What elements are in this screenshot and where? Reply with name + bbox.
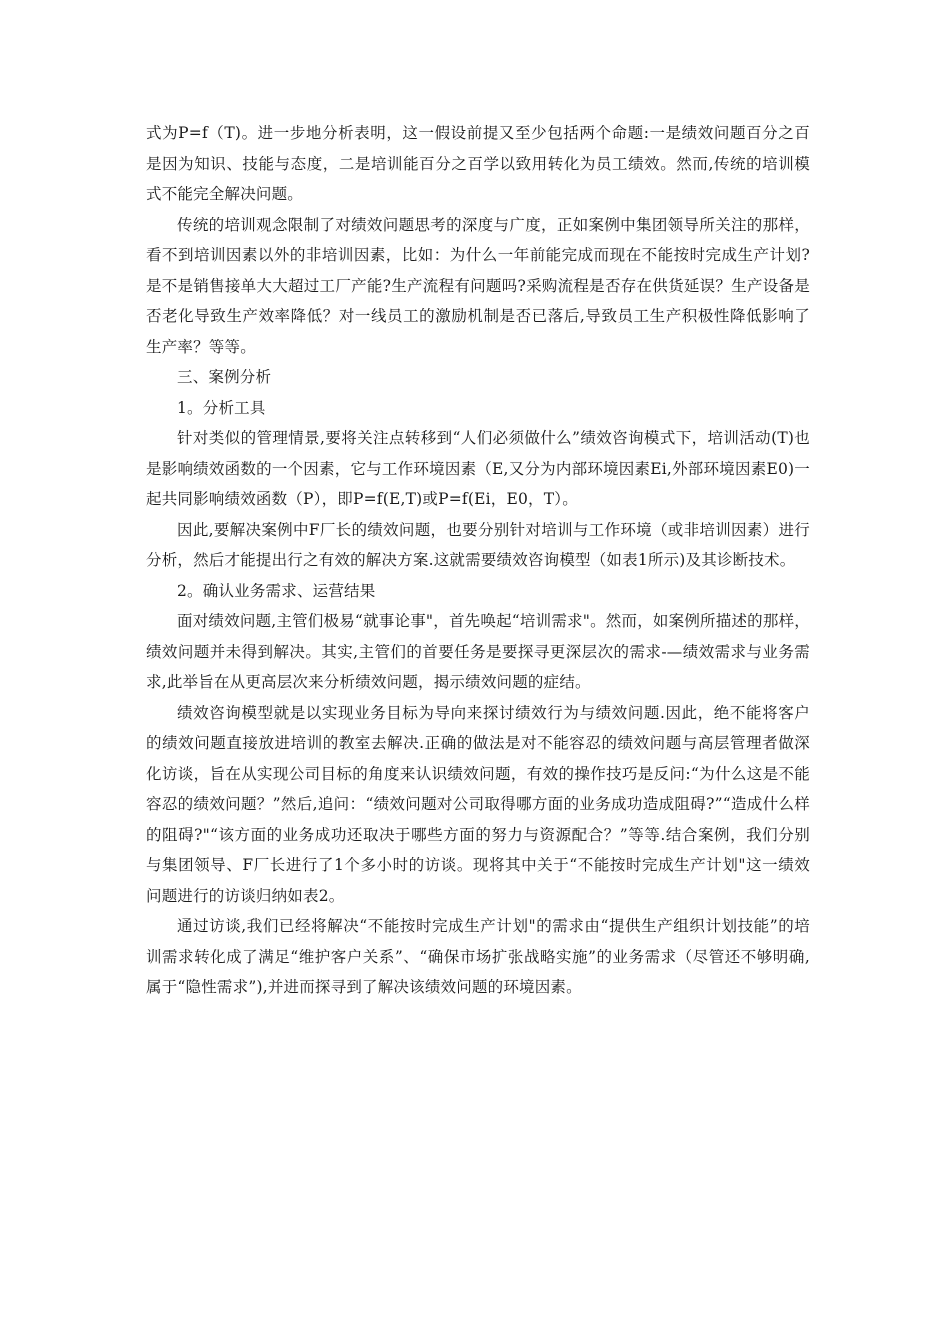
section-heading-case-analysis: 三、案例分析 bbox=[177, 368, 272, 386]
paragraph-performance-function: 针对类似的管理情景,要将关注点转移到“人们必须做什么”绩效咨询模式下，培训活动(T)也是影响绩效函数的一个因素，它与工作环境因素（E,又分为内部环境因素Ei,外部环境因素E0)一起共同影响绩效函数（P），即P=f(E,T)或P=f(Ei，E0，T）。 bbox=[146, 429, 810, 508]
paragraph-traditional-training: 传统的培训观念限制了对绩效问题思考的深度与广度，正如案例中集团领导所关注的那样，看不到培训因素以外的非培训因素，比如：为什么一年前能完成而现在不能按时完成生产计划?是不是销售接单大大超过工厂产能?生产流程有问题吗?采购流程是否存在供货延误？生产设备是否老化导致生产效率降低？对一线员工的激励机制是否已落后,导致员工生产积极性降低影响了生产率？等等。 bbox=[146, 215, 810, 356]
subheading-business-needs: 2。确认业务需求、运营结果 bbox=[177, 581, 376, 600]
paragraph-continuation: 式为P=f（T)。进一步地分析表明，这一假设前提又至少包括两个命题:一是绩效问题百分之百是因为知识、技能与态度，二是培训能百分之百学以致用转化为员工绩效。然而,传统的培训模式不能完全解决问题。 bbox=[146, 124, 810, 203]
subheading-analysis-tools: 1。分析工具 bbox=[177, 398, 266, 417]
document-body bbox=[146, 118, 810, 1003]
paragraph-interview-technique: 绩效咨询模型就是以实现业务目标为导向来探讨绩效行为与绩效问题.因此，绝不能将客户的绩效问题直接放进培训的教室去解决.正确的做法是对不能容忍的绩效问题与高层管理者做深化访谈，旨在从实现公司目标的角度来认识绩效问题，有效的操作技巧是反问:“为什么这是不能容忍的绩效问题？”然后,追问：“绩效问题对公司取得哪方面的业务成功造成阻碍?”“造成什么样的阻碍?"“该方面的业务成功还取决于哪些方面的努力与资源配合？”等等.结合案例，我们分别与集团领导、F厂长进行了1个多小时的访谈。现将其中关于“不能按时完成生产计划"这一绩效问题进行的访谈归纳如表2。 bbox=[146, 703, 810, 905]
paragraph-interview-result: 通过访谈,我们已经将解决“不能按时完成生产计划"的需求由“提供生产组织计划技能”的培训需求转化成了满足“维护客户关系”、“确保市场扩张战略实施”的业务需求（尽管还不够明确,属于“隐性需求”),并进而探寻到了解决该绩效问题的环境因素。 bbox=[146, 917, 810, 996]
paragraph-consulting-model: 因此,要解决案例中F厂长的绩效问题，也要分别针对培训与工作环境（或非培训因素）进行分析，然后才能提出行之有效的解决方案.这就需要绩效咨询模型（如表1所示)及其诊断技术。 bbox=[146, 520, 810, 569]
paragraph-managers-needs: 面对绩效问题,主管们极易“就事论事"，首先唤起“培训需求"。然而，如案例所描述的那样，绩效问题并未得到解决。其实,主管们的首要任务是要探寻更深层次的需求-—绩效需求与业务需求,此举旨在从更高层次来分析绩效问题，揭示绩效问题的症结。 bbox=[146, 612, 810, 691]
